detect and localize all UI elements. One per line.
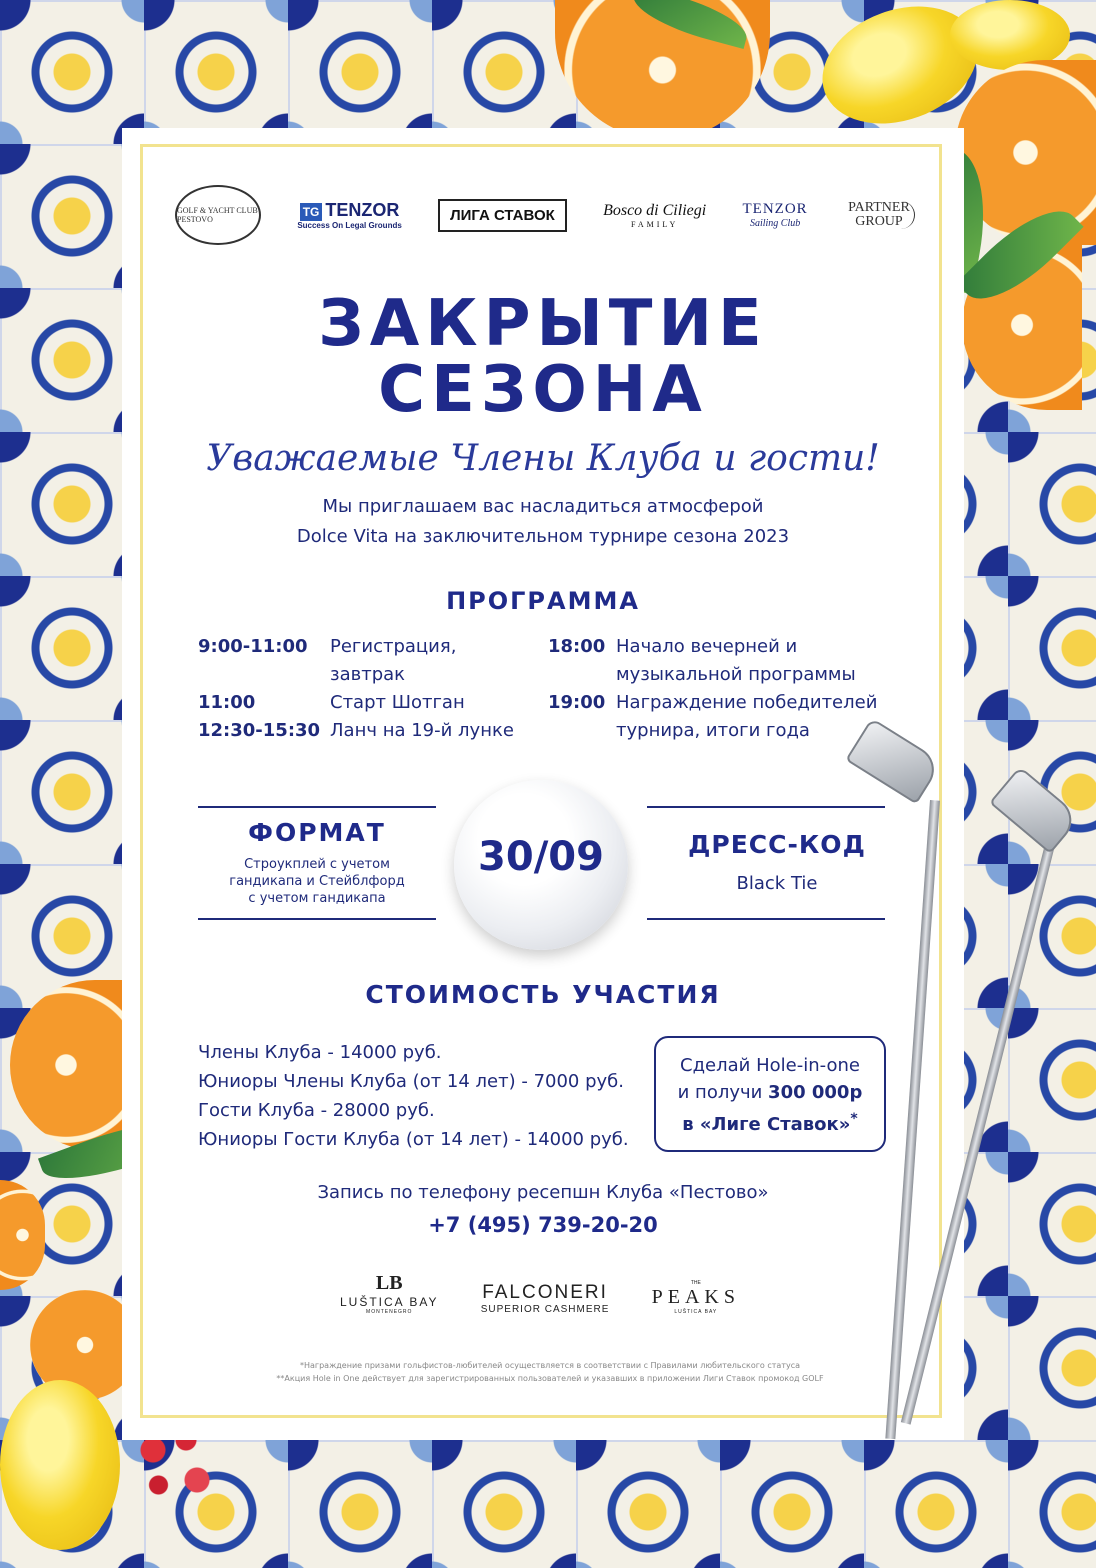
tenzor-sailing-tagline: Sailing Club (749, 218, 801, 229)
program-time: 19:00 (548, 692, 606, 713)
footnote-2: **Акция Hole in One действует для зарегистрированных пользователей и указавших в приложении Лиги Ставок промокод GOLF (276, 1374, 824, 1383)
lustica-tagline: MONTENEGRO (366, 1309, 413, 1315)
tenzor-logo (297, 200, 401, 230)
tenzor-sailing-logo-text: TENZOR (742, 201, 808, 217)
program-item (548, 689, 908, 745)
title-line-1: ЗАКРЫТИЕ (318, 287, 768, 361)
program-left-column (198, 633, 538, 745)
falconeri-logo-text: FALCONERI (482, 1282, 608, 1303)
partner-logos-row (175, 185, 915, 245)
golf-club-logo-text: GOLF & YACHT CLUB PESTOVO (175, 185, 261, 245)
program-item (198, 633, 538, 689)
divider-line (198, 918, 436, 920)
program-item (198, 717, 538, 745)
bosco-logo (603, 202, 706, 229)
program-time: 11:00 (198, 692, 256, 713)
liga-stavok-logo (438, 199, 567, 232)
promo-text: в «Лиге Ставок» (682, 1114, 851, 1135)
contact-text: Запись по телефону ресепшн Клуба «Пестово» (317, 1182, 769, 1203)
program-time: 9:00-11:00 (198, 636, 308, 657)
divider-line (647, 918, 885, 920)
footnote-1: *Награждение призами гольфистов-любителей осуществляется в соответствии с Правилами любительского статуса (299, 1361, 801, 1370)
partner-group-logo-text: PARTNER GROUP (844, 201, 915, 229)
price-item: Юниоры Члены Клуба (от 14 лет) - 7000 руб. (198, 1071, 625, 1092)
intro-line-2: Dolce Vita на заключительном турнире сезона 2023 (296, 526, 790, 547)
price-list (198, 1038, 629, 1154)
program-time: 18:00 (548, 636, 606, 657)
peaks-tagline: LUŠTICA BAY (674, 1309, 718, 1315)
format-line: гандикапа и Стейблфорд (229, 874, 405, 889)
promo-line (656, 1079, 884, 1106)
peaks-logo-text: PEAKS (651, 1286, 740, 1308)
promo-text: и получи (677, 1082, 769, 1103)
peaks-prefix: THE (690, 1280, 701, 1286)
price-item: Члены Клуба - 14000 руб. (198, 1042, 442, 1063)
falconeri-tagline: SUPERIOR CASHMERE (480, 1304, 610, 1315)
promo-line (656, 1106, 884, 1138)
hole-in-one-promo (654, 1036, 886, 1152)
format-line: с учетом гандикапа (248, 891, 386, 906)
title-line-2: СЕЗОНА (378, 353, 708, 427)
sponsor-logos-row (340, 1272, 740, 1315)
lustica-bay-logo (340, 1272, 438, 1315)
lustica-mark-icon: LB (375, 1272, 403, 1294)
tenzor-logo-text: TENZOR (325, 200, 400, 220)
program-activity: Регистрация, завтрак (330, 636, 457, 685)
lustica-logo-text: LUŠTICA BAY (340, 1295, 439, 1309)
promo-amount: 300 000р (768, 1082, 863, 1103)
price-item: Юниоры Гости Клуба (от 14 лет) - 14000 руб. (198, 1129, 629, 1150)
tenzor-sailing-logo (743, 201, 808, 229)
divider-line (198, 806, 436, 808)
price-item: Гости Клуба - 28000 руб. (198, 1100, 435, 1121)
tenzor-mark-icon: TG (300, 203, 323, 221)
format-description (198, 856, 436, 907)
intro-text (122, 492, 964, 552)
program-heading: ПРОГРАММА (446, 587, 640, 615)
event-date: 30/09 (478, 834, 604, 880)
program-activity: Награждение победителей турнира, итоги года (616, 692, 878, 741)
program-time: 12:30-15:30 (198, 720, 321, 741)
program-item (198, 689, 538, 717)
the-peaks-logo (652, 1280, 740, 1315)
golf-club-logo (175, 185, 261, 245)
program-activity: Начало вечерней и музыкальной программы (616, 636, 856, 685)
greeting: Уважаемые Члены Клуба и гости! (206, 438, 880, 479)
bosco-logo-text: Bosco di Ciliegi (603, 201, 707, 219)
contact-phone: +7 (495) 739-20-20 (428, 1213, 658, 1237)
promo-line: Сделай Hole-in-one (680, 1055, 860, 1076)
dress-code-heading: ДРЕСС-КОД (688, 830, 866, 859)
format-line: Строукплей с учетом (244, 857, 390, 872)
format-heading: ФОРМАТ (248, 818, 386, 847)
bosco-tagline: FAMILY (630, 219, 679, 229)
program-activity: Ланч на 19-й лунке (330, 720, 514, 741)
falconeri-logo (481, 1282, 610, 1315)
intro-line-1: Мы приглашаем вас насладиться атмосферой (322, 496, 764, 517)
tenzor-tagline: Success On Legal Grounds (297, 221, 402, 230)
program-right-column (548, 633, 908, 745)
partner-group-logo (844, 201, 915, 229)
footnote-mark: * (850, 1111, 858, 1127)
cost-heading: СТОИМОСТЬ УЧАСТИЯ (365, 980, 721, 1009)
program-activity: Старт Шотган (330, 692, 465, 713)
lemon-decor (0, 1380, 120, 1550)
liga-stavok-logo-text: ЛИГА СТАВОК (438, 199, 567, 232)
program-item (548, 633, 908, 689)
dress-code-value: Black Tie (736, 873, 818, 894)
divider-line (647, 806, 885, 808)
